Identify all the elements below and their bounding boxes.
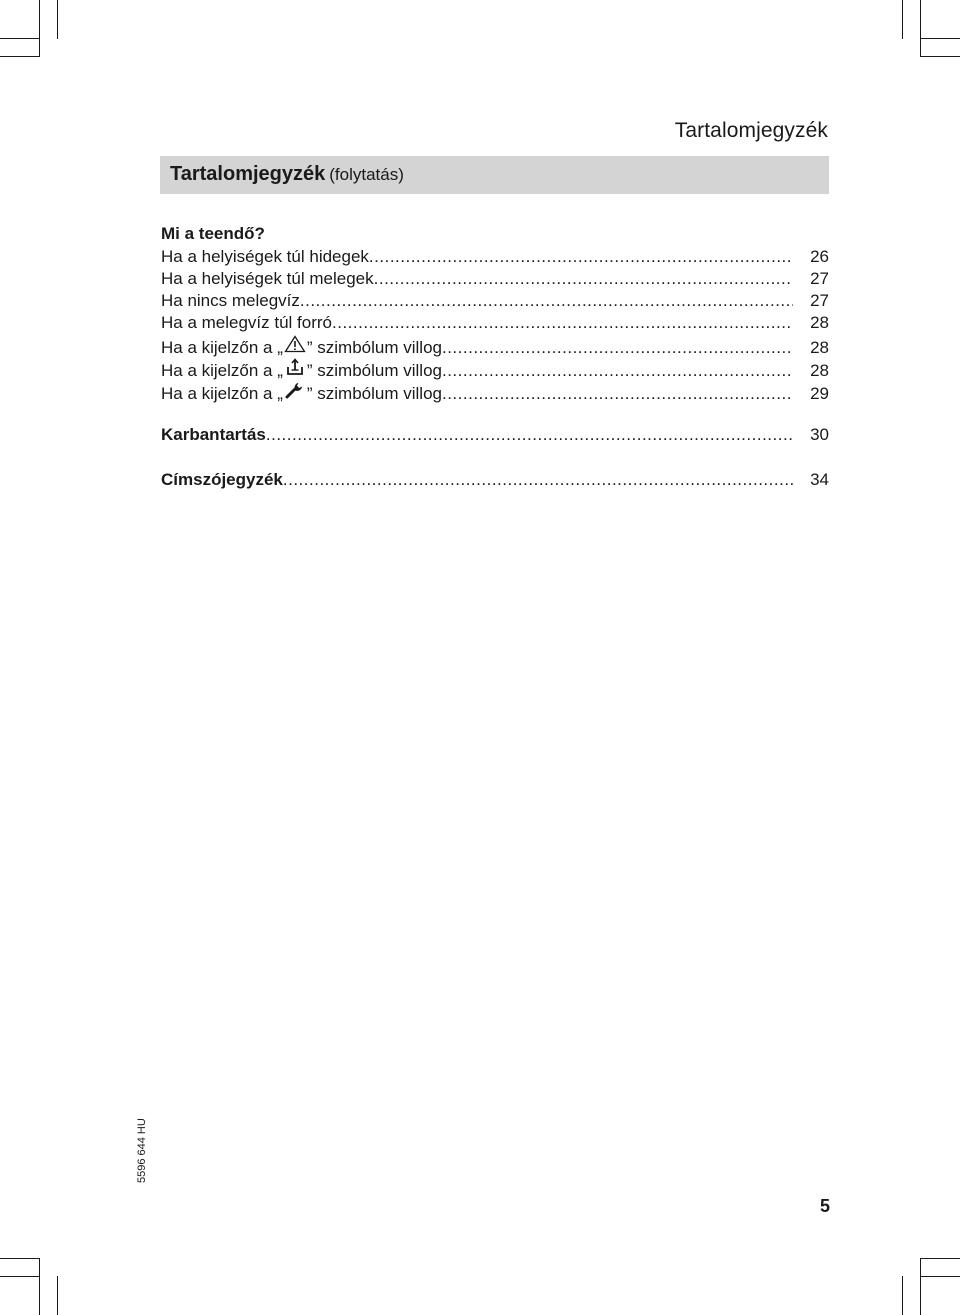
toc-leader-dots — [374, 269, 793, 289]
toc-leader-dots — [442, 338, 793, 358]
toc-entry[interactable] — [161, 291, 829, 313]
crop-mark — [39, 1258, 40, 1315]
crop-mark — [0, 38, 39, 39]
toc-entry-label: Ha a helyiségek túl melegek — [161, 269, 374, 288]
toc-entry[interactable] — [161, 335, 829, 357]
crop-mark — [902, 1276, 903, 1315]
toc-entry-prefix: Ha a kijelzőn a „ — [161, 384, 283, 403]
toc-page-number: 27 — [810, 291, 829, 310]
toc-leader-dots — [266, 425, 793, 445]
toc-entry[interactable] — [161, 269, 829, 291]
page-number: 5 — [819, 1196, 830, 1216]
wrench-icon — [284, 381, 306, 399]
crop-mark — [920, 56, 960, 57]
toc-entry-label: Ha nincs melegvíz — [161, 291, 300, 310]
crop-mark — [920, 1258, 921, 1315]
toc-page-number: 26 — [810, 247, 829, 266]
crop-mark — [921, 38, 960, 39]
crop-mark — [921, 1276, 960, 1277]
toc-page-number: 28 — [810, 338, 829, 357]
section-title-bar — [160, 156, 829, 194]
toc-heading: Mi a teendő? — [161, 224, 265, 243]
toc-leader-dots — [283, 470, 793, 490]
toc-entry-index[interactable] — [161, 470, 829, 492]
toc-entry-label: Ha a melegvíz túl forró — [161, 313, 333, 332]
toc-entry-suffix: ” szimbólum villog — [306, 338, 442, 357]
section-title — [170, 163, 404, 186]
toc-entry-label — [161, 358, 442, 381]
toc-entry-label: Címszójegyzék — [161, 470, 283, 489]
toc-entry-prefix: Ha a kijelzőn a „ — [161, 361, 283, 380]
toc-page-number: 28 — [810, 361, 829, 380]
crop-mark — [57, 0, 58, 39]
toc-entry-label — [161, 381, 442, 404]
crop-mark — [0, 1258, 40, 1259]
toc-entry-label: Karbantartás — [161, 425, 266, 444]
toc-page-number: 34 — [810, 470, 829, 489]
toc-leader-dots — [442, 384, 793, 404]
toc-page-number: 27 — [810, 269, 829, 288]
toc-entry-label: Ha a helyiségek túl hidegek — [161, 247, 369, 266]
page-header-title: Tartalomjegyzék — [674, 119, 828, 142]
section-subtitle: (folytatás) — [329, 165, 404, 184]
toc-entry[interactable] — [161, 313, 829, 335]
crop-mark — [0, 1276, 39, 1277]
crop-mark — [0, 56, 40, 57]
toc-entry-prefix: Ha a kijelzőn a „ — [161, 338, 283, 357]
toc-entry[interactable] — [161, 358, 829, 380]
toc-leader-dots — [332, 313, 793, 333]
section-title-text: Tartalomjegyzék — [170, 163, 326, 185]
document-code: 5596 644 HU — [136, 1118, 148, 1183]
warning-triangle-icon — [284, 335, 306, 353]
toc-page-number: 28 — [810, 313, 829, 332]
toc-page-number: 29 — [810, 384, 829, 403]
crop-mark — [902, 0, 903, 39]
toc-leader-dots — [300, 291, 793, 311]
toc-entry-maintenance[interactable] — [161, 425, 829, 447]
crop-mark — [57, 1276, 58, 1315]
toc-page-number: 30 — [810, 425, 829, 444]
toc-entry-label — [161, 335, 442, 358]
toc-leader-dots — [442, 361, 793, 381]
toc-leader-dots — [369, 247, 793, 267]
burner-fault-icon — [284, 358, 306, 376]
toc-entry-suffix: ” szimbólum villog — [306, 361, 442, 380]
crop-mark — [39, 0, 40, 57]
crop-mark — [920, 1258, 960, 1259]
toc-entry-suffix: ” szimbólum villog — [306, 384, 442, 403]
toc-entry[interactable] — [161, 381, 829, 403]
crop-mark — [920, 0, 921, 57]
toc-entry[interactable] — [161, 247, 829, 269]
